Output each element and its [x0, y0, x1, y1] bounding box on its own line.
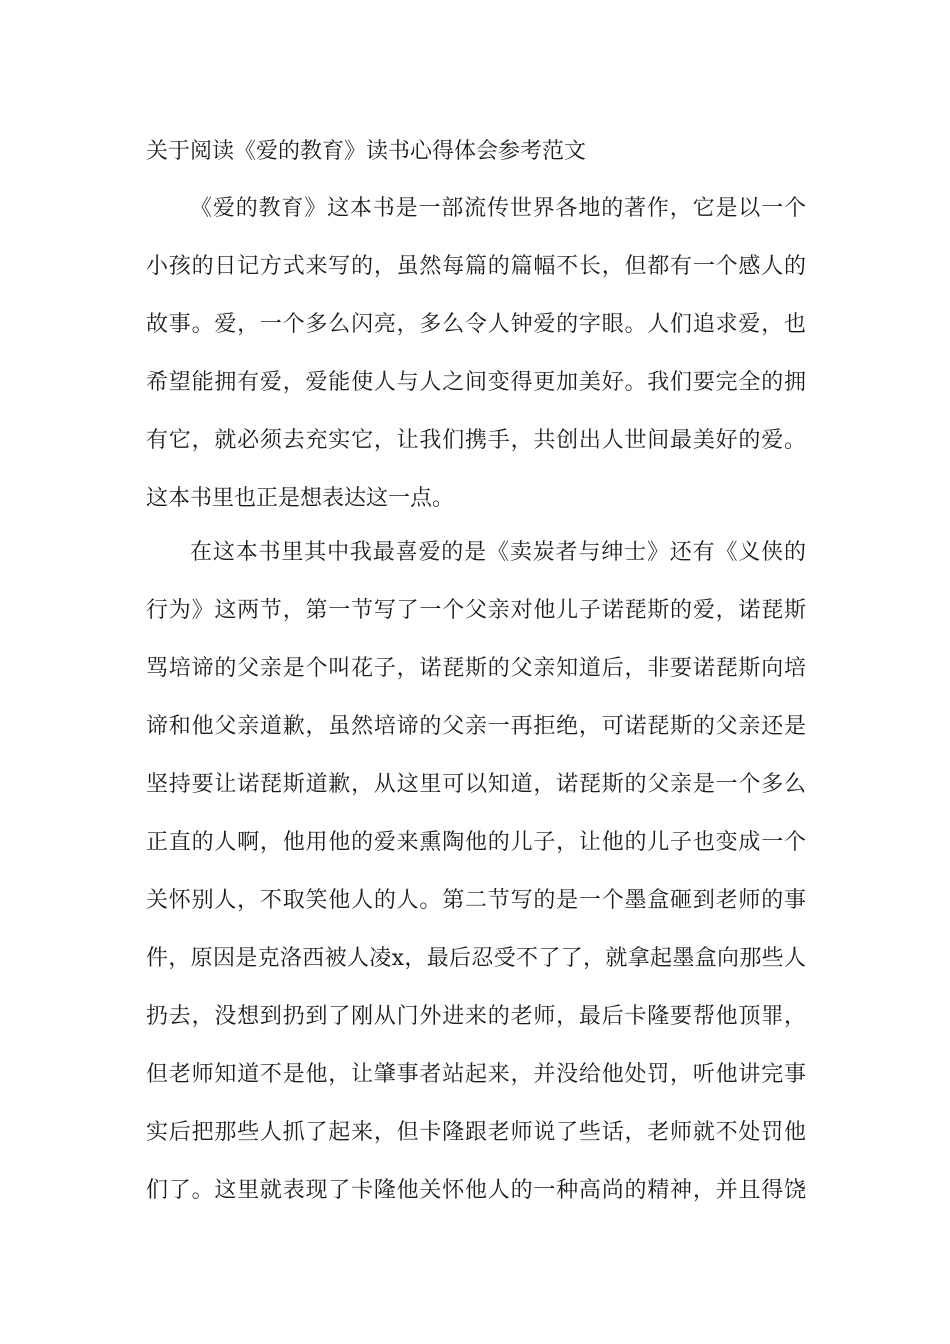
document-title: 关于阅读《爱的教育》读书心得体会参考范文 — [146, 139, 587, 164]
paragraph-line: 骂培谛的父亲是个叫花子，诺琵斯的父亲知道后，非要诺琵斯向培 — [146, 656, 806, 681]
paragraph-line: 故事。爱，一个多么闪亮，多么令人钟爱的字眼。人们追求爱，也 — [146, 312, 806, 337]
paragraph-line: 实后把那些人抓了起来，但卡隆跟老师说了些话，老师就不处罚他 — [146, 1120, 806, 1145]
paragraph-line: 《爱的教育》这本书是一部流传世界各地的著作，它是以一个 — [190, 196, 806, 221]
paragraph-line: 行为》这两节，第一节写了一个父亲对他儿子诺琵斯的爱，诺琵斯 — [146, 598, 806, 623]
paragraph-line: 小孩的日记方式来写的，虽然每篇的篇幅不长，但都有一个感人的 — [146, 254, 806, 279]
paragraph-line: 坚持要让诺琵斯道歉，从这里可以知道，诺琵斯的父亲是一个多么 — [146, 772, 806, 797]
paragraph-line: 关怀别人，不取笑他人的人。第二节写的是一个墨盒砸到老师的事 — [146, 888, 806, 913]
paragraph-line: 有它，就必须去充实它，让我们携手，共创出人世间最美好的爱。 — [146, 428, 806, 453]
paragraph-line: 扔去，没想到扔到了刚从门外进来的老师，最后卡隆要帮他顶罪， — [146, 1004, 806, 1029]
paragraph-line: 件，原因是克洛西被人凌x，最后忍受不了了，就拿起墨盒向那些人 — [146, 946, 806, 971]
paragraph-line: 在这本书里其中我最喜爱的是《卖炭者与绅士》还有《义侠的 — [190, 540, 806, 565]
paragraph-line: 们了。这里就表现了卡隆他关怀他人的一种高尚的精神，并且得饶 — [146, 1178, 806, 1203]
paragraph-1 — [146, 180, 806, 528]
paragraph-2 — [146, 524, 806, 1220]
paragraph-line: 正直的人啊，他用他的爱来熏陶他的儿子，让他的儿子也变成一个 — [146, 830, 806, 855]
paragraph-line: 希望能拥有爱，爱能使人与人之间变得更加美好。我们要完全的拥 — [146, 370, 806, 395]
paragraph-line: 这本书里也正是想表达这一点。 — [146, 486, 455, 511]
paragraph-line: 但老师知道不是他，让肇事者站起来，并没给他处罚，听他讲完事 — [146, 1062, 806, 1087]
paragraph-line: 谛和他父亲道歉，虽然培谛的父亲一再拒绝，可诺琵斯的父亲还是 — [146, 714, 806, 739]
